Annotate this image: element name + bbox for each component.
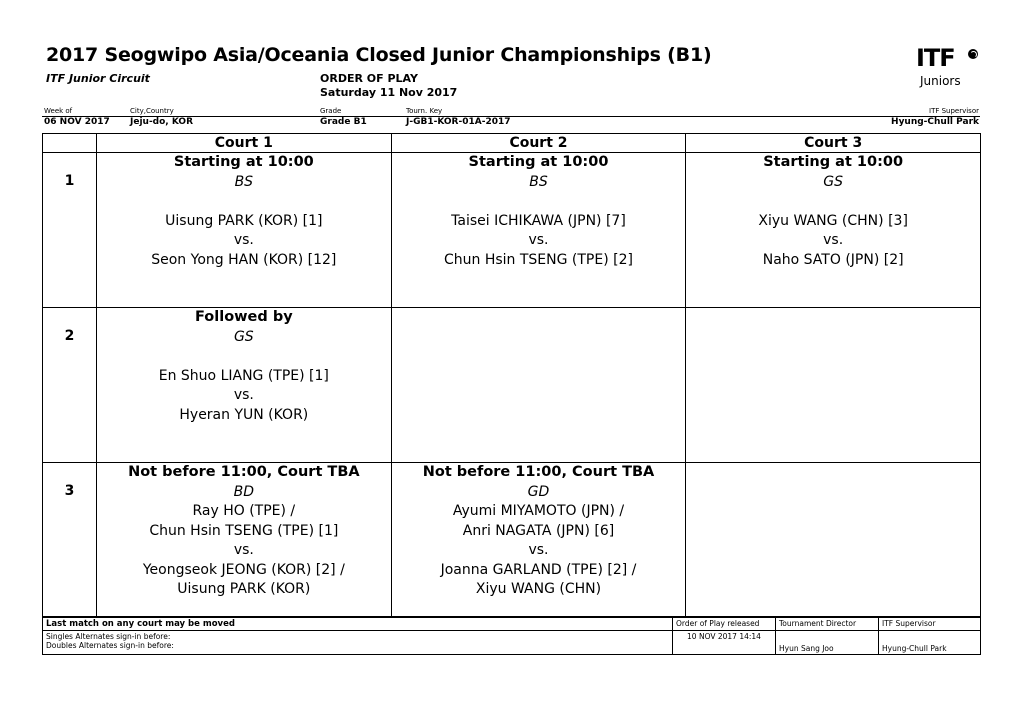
court-header-row [43,134,981,153]
corner-cell [43,134,97,153]
versus: vs. [823,232,844,248]
director-label: Tournament Director [776,618,879,631]
event-code: BS [234,173,254,190]
event-code: GS [233,328,254,345]
empty-cell [686,463,981,617]
player-2: Hyeran YUN (KOR) [179,406,309,423]
start-time: Not before 11:00, Court TBA [128,464,360,480]
grade-value: Grade B1 [320,117,367,127]
week-label: Week of [44,107,73,115]
match-cell [391,463,686,617]
released-label: Order of Play released [673,618,776,631]
play-date: Saturday 11 Nov 2017 [320,86,458,99]
footer-supervisor-label: ITF Supervisor [879,618,981,631]
event-code: GD [527,483,550,500]
match-cell [97,153,392,308]
city-value: Jeju-do, KOR [130,117,194,127]
empty-cell [686,308,981,463]
footer-table [42,617,981,655]
week-value: 06 NOV 2017 [44,117,110,127]
court-1-header: Court 1 [97,134,392,153]
circuit-name: ITF Junior Circuit [46,72,150,85]
match-cell [391,153,686,308]
alternates-signin [43,631,673,655]
footer-supervisor-value: Hyung-Chull Park [879,631,981,655]
player-2: Seon Yong HAN (KOR) [12] [151,251,337,268]
start-time: Not before 11:00, Court TBA [422,464,655,480]
team-2-player-b: Uisung PARK (KOR) [177,581,311,597]
row-number: 3 [43,463,97,617]
match-row-1 [43,153,981,308]
team-1-player-b: Anri NAGATA (JPN) [6] [462,522,615,539]
court-3-header: Court 3 [686,134,981,153]
team-1-player-a: Ray HO (TPE) / [192,503,296,519]
player-1: Taisei ICHIKAWA (JPN) [7] [451,212,626,229]
player-2: Naho SATO (JPN) [2] [762,251,904,268]
order-of-play-label: ORDER OF PLAY [320,72,418,85]
versus: vs. [528,542,549,558]
city-label: City,Country [130,107,174,115]
court-2-header: Court 2 [391,134,686,153]
event-code: BD [233,483,255,500]
versus: vs. [528,232,549,248]
tennis-ball-icon [968,49,978,59]
itf-juniors-logo [916,44,986,94]
tourn-key-value: J-GB1-KOR-01A-2017 [406,117,511,127]
team-2-player-a: Joanna GARLAND (TPE) [2] / [440,561,637,578]
team-2-player-b: Xiyu WANG (CHN) [475,581,602,597]
start-time: Followed by [194,309,293,325]
row-number: 2 [43,308,97,463]
page-title: 2017 Seogwipo Asia/Oceania Closed Junior Championships (B1) [46,44,712,66]
team-1-player-b: Chun Hsin TSENG (TPE) [1] [149,522,339,539]
header-divider [42,116,980,117]
player-1: En Shuo LIANG (TPE) [1] [158,367,329,384]
tourn-key-label: Tourn. Key [406,107,443,115]
player-1: Uisung PARK (KOR) [1] [165,212,323,229]
match-cell [97,308,392,463]
versus: vs. [233,232,254,248]
match-row-3 [43,463,981,617]
order-of-play-heading [320,72,457,100]
empty-cell [391,308,686,463]
grade-label: Grade [320,107,342,115]
released-value: 10 NOV 2017 14:14 [673,631,776,655]
logo-text: ITF [916,44,955,72]
versus: vs. [233,387,254,403]
match-cell [686,153,981,308]
event-code: BS [529,173,548,190]
supervisor-value: Hyung-Chull Park [891,117,979,127]
logo-subtext: Juniors [920,74,961,88]
doubles-alternates: Doubles Alternates sign-in before: [46,641,174,650]
team-1-player-a: Ayumi MIYAMOTO (JPN) / [452,503,625,519]
match-cell [97,463,392,617]
supervisor-label: ITF Supervisor [929,107,979,115]
director-value: Hyun Sang Joo [776,631,879,655]
versus: vs. [233,542,254,558]
order-of-play-table [42,133,981,617]
player-1: Xiyu WANG (CHN) [3] [758,212,908,229]
last-match-note: Last match on any court may be moved [43,618,673,631]
row-number: 1 [43,153,97,308]
team-2-player-a: Yeongseok JEONG (KOR) [2] / [142,561,345,578]
event-code: GS [823,173,844,190]
start-time: Starting at 10:00 [173,154,314,170]
singles-alternates: Singles Alternates sign-in before: [46,632,171,641]
player-2: Chun Hsin TSENG (TPE) [2] [443,251,633,268]
start-time: Starting at 10:00 [763,154,904,170]
match-row-2 [43,308,981,463]
start-time: Starting at 10:00 [468,154,609,170]
